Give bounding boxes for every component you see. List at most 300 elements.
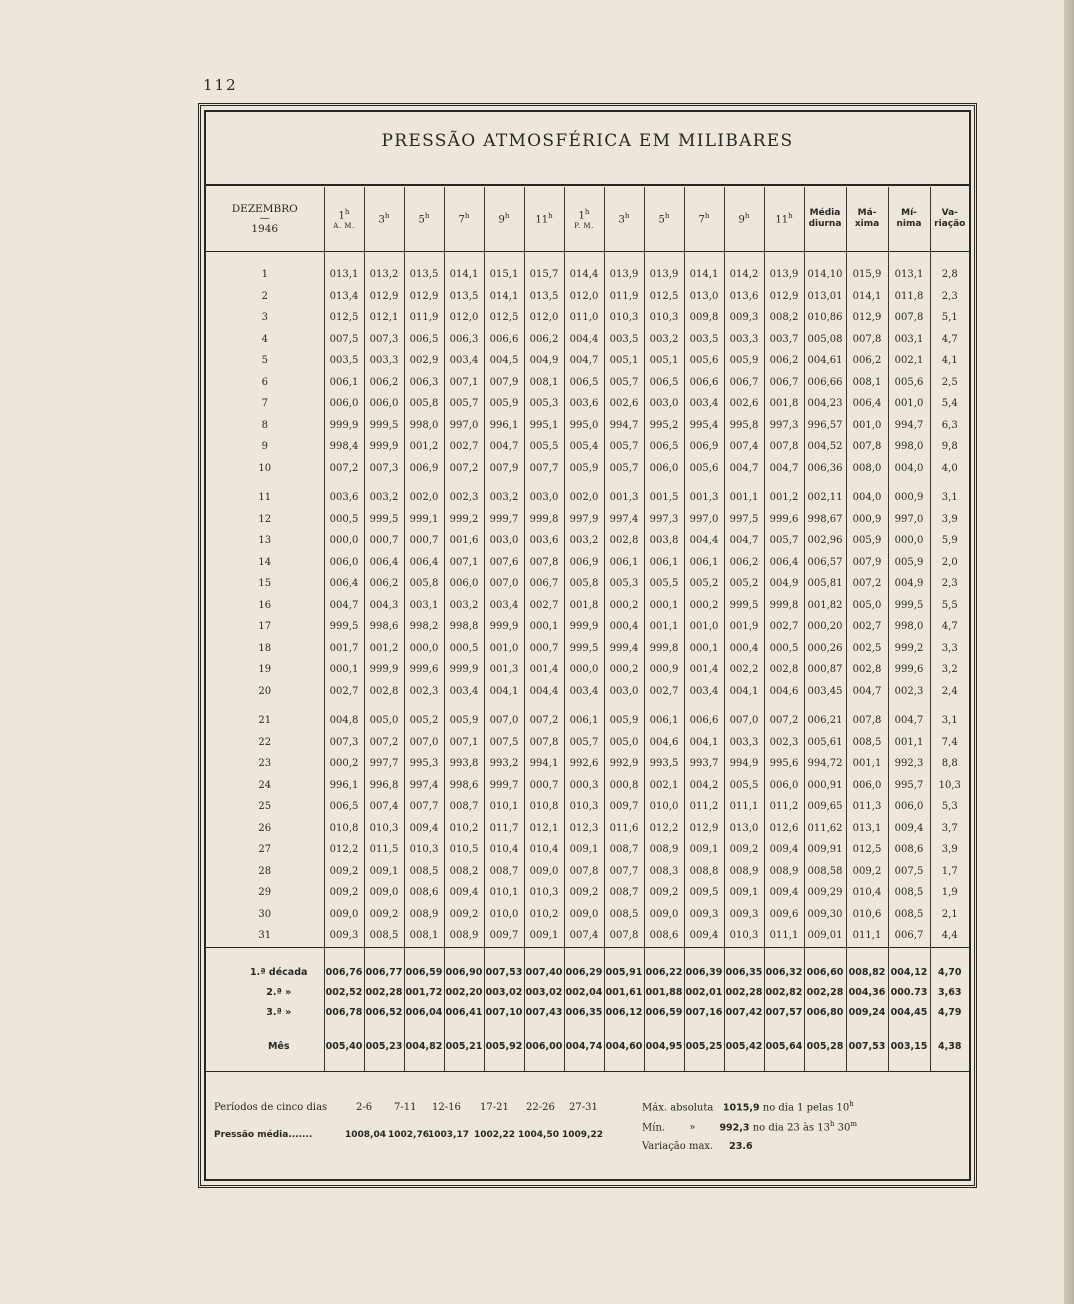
spacer-cell xyxy=(930,1023,969,1037)
value-cell: 009,4 xyxy=(684,925,724,947)
value-cell: 009,4 xyxy=(888,818,930,840)
row-label-cell: 20 xyxy=(206,681,324,703)
value-cell: 002,8 xyxy=(764,659,804,681)
value-cell: 4,7 xyxy=(930,616,969,638)
value-cell: 009,1 xyxy=(364,861,404,883)
spacer-cell xyxy=(764,1057,804,1072)
value-cell: 4,70 xyxy=(930,963,969,983)
header-dash: — xyxy=(259,213,270,224)
value-cell: 008,9 xyxy=(724,861,764,883)
value-cell: 998,2 xyxy=(404,616,444,638)
value-cell: 013,0 xyxy=(684,286,724,308)
header-variacao-line2: riação xyxy=(934,219,966,229)
day-row xyxy=(206,659,969,681)
value-cell: 003,2 xyxy=(484,487,524,509)
value-cell: 012,9 xyxy=(684,818,724,840)
row-label-cell: 22 xyxy=(206,732,324,754)
value-cell: 006,6 xyxy=(484,329,524,351)
value-cell: 004,6 xyxy=(644,732,684,754)
value-cell: 006,5 xyxy=(324,796,364,818)
value-cell: 006,12 xyxy=(604,1003,644,1023)
value-cell: 004,9 xyxy=(764,573,804,595)
spacer-cell xyxy=(644,479,684,487)
value-cell: 998,0 xyxy=(888,436,930,458)
value-cell: 996,57 xyxy=(804,415,846,437)
value-cell: 005,23 xyxy=(364,1037,404,1057)
value-cell: 006,3 xyxy=(404,372,444,394)
header-hour-7 xyxy=(564,187,604,252)
decade-gap-row xyxy=(206,479,969,487)
value-cell: 002,96 xyxy=(804,530,846,552)
header-hour-sup: h xyxy=(584,208,590,217)
header-hour-sup: h xyxy=(788,212,793,221)
value-cell: 002,28 xyxy=(724,983,764,1003)
spacer-cell xyxy=(324,252,364,265)
value-cell: 012,2 xyxy=(644,818,684,840)
spacer-cell xyxy=(444,702,484,710)
value-cell: 003,02 xyxy=(524,983,564,1003)
value-cell: 003,1 xyxy=(404,595,444,617)
spacer-cell xyxy=(564,252,604,265)
header-hour-1 xyxy=(324,187,364,252)
value-cell: 006,0 xyxy=(846,775,888,797)
value-cell: 011,62 xyxy=(804,818,846,840)
value-cell: 005,6 xyxy=(888,372,930,394)
value-cell: 000,4 xyxy=(724,638,764,660)
header-hour-sup: h xyxy=(424,212,430,221)
value-cell: 001,0 xyxy=(684,616,724,638)
day-row xyxy=(206,286,969,308)
value-cell: 993,2 xyxy=(484,753,524,775)
value-cell: 005,0 xyxy=(364,710,404,732)
value-cell: 011,8 xyxy=(888,286,930,308)
value-cell: 006,4 xyxy=(364,552,404,574)
day-row xyxy=(206,509,969,531)
row-label-cell: 24 xyxy=(206,775,324,797)
value-cell: 992,6 xyxy=(564,753,604,775)
header-media-line1: Média xyxy=(809,208,841,218)
value-cell: 006,4 xyxy=(404,552,444,574)
value-cell: 013,5 xyxy=(524,286,564,308)
value-cell: 003,4 xyxy=(444,681,484,703)
spacer-cell xyxy=(444,947,484,963)
value-cell: 010,1 xyxy=(484,796,524,818)
value-cell: 005,6 xyxy=(684,350,724,372)
header-minima-line1: Mí- xyxy=(901,208,917,218)
header-hour-11 xyxy=(724,187,764,252)
day-row xyxy=(206,681,969,703)
value-cell: 995,1 xyxy=(524,415,564,437)
value-cell: 011,3 xyxy=(846,796,888,818)
value-cell: 007,53 xyxy=(846,1037,888,1057)
value-cell: 006,22 xyxy=(644,963,684,983)
spacer-cell xyxy=(724,479,764,487)
day-row xyxy=(206,329,969,351)
value-cell: 2,3 xyxy=(930,286,969,308)
value-cell: 005,7 xyxy=(604,458,644,480)
value-cell: 005,2 xyxy=(684,573,724,595)
value-cell: 001,8 xyxy=(764,393,804,415)
header-hour-sub: A. M. xyxy=(333,221,355,230)
header-maxima-label xyxy=(847,208,888,230)
value-cell: 008,5 xyxy=(846,732,888,754)
value-cell: 994,7 xyxy=(604,415,644,437)
value-cell: 003,2 xyxy=(364,487,404,509)
row-label-cell: 2 xyxy=(206,286,324,308)
value-cell: 008,58 xyxy=(804,861,846,883)
spacer-cell xyxy=(324,1057,364,1072)
decade-summary-row xyxy=(206,983,969,1003)
month-summary-row xyxy=(206,1037,969,1057)
value-cell: 010,3 xyxy=(644,307,684,329)
period-label: 2-6 xyxy=(356,1102,373,1113)
spacer-cell xyxy=(804,702,846,710)
value-cell: 001,3 xyxy=(604,487,644,509)
value-cell: 006,7 xyxy=(524,573,564,595)
value-cell: 006,7 xyxy=(764,372,804,394)
value-cell: 000,0 xyxy=(888,530,930,552)
period-label: 27-31 xyxy=(569,1102,598,1113)
value-cell: 993,5 xyxy=(644,753,684,775)
value-cell: 999,6 xyxy=(764,509,804,531)
header-hour-12 xyxy=(764,187,804,252)
row-label-cell: 23 xyxy=(206,753,324,775)
value-cell: 005,8 xyxy=(564,573,604,595)
day-row xyxy=(206,882,969,904)
value-cell: 002,1 xyxy=(644,775,684,797)
value-cell: 002,01 xyxy=(684,983,724,1003)
spacer-cell xyxy=(524,1023,564,1037)
spacer-cell xyxy=(724,702,764,710)
value-cell: 005,6 xyxy=(684,458,724,480)
row-label-cell: Mês xyxy=(206,1037,324,1057)
header-hour-sup: h xyxy=(664,212,670,221)
spacer-cell xyxy=(644,1023,684,1037)
value-cell: 999,2 xyxy=(888,638,930,660)
summary-separator-row xyxy=(206,947,969,963)
header-hour-sup: h xyxy=(624,212,630,221)
value-cell: 002,6 xyxy=(724,393,764,415)
value-cell: 3,1 xyxy=(930,710,969,732)
value-cell: 013,9 xyxy=(604,264,644,286)
value-cell: 000,0 xyxy=(404,638,444,660)
spacer-cell xyxy=(206,702,324,710)
value-cell: 994,9 xyxy=(724,753,764,775)
value-cell: 006,5 xyxy=(644,372,684,394)
value-cell: 999,9 xyxy=(364,436,404,458)
spacer-cell xyxy=(930,252,969,265)
row-label-cell: 2.ª » xyxy=(206,983,324,1003)
value-cell: 2,8 xyxy=(930,264,969,286)
header-hour-num: 9 xyxy=(738,214,745,226)
spacer-cell xyxy=(484,1023,524,1037)
value-cell: 000,91 xyxy=(804,775,846,797)
value-cell: 004,74 xyxy=(564,1037,604,1057)
value-cell: 006,60 xyxy=(804,963,846,983)
value-cell: 009,1 xyxy=(724,882,764,904)
row-label-cell: 15 xyxy=(206,573,324,595)
value-cell: 006,7 xyxy=(888,925,930,947)
value-cell: 009,4 xyxy=(444,882,484,904)
header-hour-num: 11 xyxy=(535,214,549,226)
value-cell: 007,7 xyxy=(604,861,644,883)
value-cell: 005,7 xyxy=(604,372,644,394)
page-edge xyxy=(1064,0,1074,1304)
value-cell: 006,2 xyxy=(364,573,404,595)
value-cell: 012,5 xyxy=(846,839,888,861)
value-cell: 9,8 xyxy=(930,436,969,458)
value-cell: 001,5 xyxy=(644,487,684,509)
spacer-cell xyxy=(604,702,644,710)
value-cell: 009,8 xyxy=(684,307,724,329)
value-cell: 001,2 xyxy=(364,638,404,660)
value-cell: 005,9 xyxy=(484,393,524,415)
value-cell: 006,0 xyxy=(444,573,484,595)
value-cell: 004,9 xyxy=(888,573,930,595)
value-cell: 005,0 xyxy=(604,732,644,754)
header-month: DEZEMBRO xyxy=(231,203,298,215)
value-cell: 012,9 xyxy=(846,307,888,329)
spacer-cell xyxy=(404,1057,444,1072)
value-cell: 006,1 xyxy=(644,710,684,732)
value-cell: 001,1 xyxy=(888,732,930,754)
value-cell: 001,3 xyxy=(684,487,724,509)
header-variacao xyxy=(930,187,969,252)
value-cell: 009,1 xyxy=(684,839,724,861)
value-cell: 006,3 xyxy=(444,329,484,351)
value-cell: 005,0 xyxy=(846,595,888,617)
value-cell: 002,04 xyxy=(564,983,604,1003)
day-row xyxy=(206,925,969,947)
value-cell: 001,88 xyxy=(644,983,684,1003)
value-cell: 004,1 xyxy=(484,681,524,703)
header-hour-num: 5 xyxy=(418,214,425,226)
value-cell: 014,10 xyxy=(804,264,846,286)
spacer-cell xyxy=(524,479,564,487)
value-cell: 003,2 xyxy=(444,595,484,617)
header-hour-num: 5 xyxy=(658,214,665,226)
header-media xyxy=(804,187,846,252)
value-cell: 003,8 xyxy=(644,530,684,552)
day-row xyxy=(206,372,969,394)
value-cell: 004,7 xyxy=(484,436,524,458)
period-label: 22-26 xyxy=(526,1102,555,1113)
month-gap-row xyxy=(206,1023,969,1037)
row-label-cell: 1 xyxy=(206,264,324,286)
value-cell: 007,42 xyxy=(724,1003,764,1023)
value-cell: 003,4 xyxy=(564,681,604,703)
header-media-line2: diurna xyxy=(808,219,842,229)
value-cell: 008,0 xyxy=(846,458,888,480)
spacer-cell xyxy=(724,1057,764,1072)
value-cell: 007,7 xyxy=(524,458,564,480)
value-cell: 004,2 xyxy=(684,775,724,797)
header-minima-label xyxy=(889,208,930,230)
value-cell: 006,35 xyxy=(564,1003,604,1023)
value-cell: 001,61 xyxy=(604,983,644,1003)
value-cell: 005,92 xyxy=(484,1037,524,1057)
value-cell: 997,0 xyxy=(888,509,930,531)
value-cell: 006,0 xyxy=(324,393,364,415)
value-cell: 001,9 xyxy=(724,616,764,638)
value-cell: 1,7 xyxy=(930,861,969,883)
header-hour-label xyxy=(485,212,524,225)
value-cell: 010,4 xyxy=(524,839,564,861)
value-cell: 008,2 xyxy=(764,307,804,329)
value-cell: 999,7 xyxy=(484,775,524,797)
value-cell: 008,5 xyxy=(604,904,644,926)
day-row xyxy=(206,638,969,660)
value-cell: 005,7 xyxy=(604,436,644,458)
spacer-cell xyxy=(484,947,524,963)
value-cell: 004,7 xyxy=(764,458,804,480)
min-absolute xyxy=(642,1120,857,1133)
spacer-cell xyxy=(364,1023,404,1037)
value-cell: 007,8 xyxy=(846,436,888,458)
row-label-cell: 4 xyxy=(206,329,324,351)
value-cell: 000,9 xyxy=(846,509,888,531)
value-cell: 000,8 xyxy=(604,775,644,797)
decade-gap-row xyxy=(206,702,969,710)
spacer-cell xyxy=(930,702,969,710)
value-cell: 002,7 xyxy=(846,616,888,638)
min-text2: 30 xyxy=(834,1122,851,1134)
value-cell: 999,8 xyxy=(644,638,684,660)
value-cell: 007,4 xyxy=(564,925,604,947)
spacer-cell xyxy=(364,252,404,265)
value-cell: 000,4 xyxy=(604,616,644,638)
value-cell: 014,1 xyxy=(484,286,524,308)
value-cell: 995,6 xyxy=(764,753,804,775)
value-cell: 014,4 xyxy=(564,264,604,286)
value-cell: 008,9 xyxy=(644,839,684,861)
period-mean-value: 1008,04 xyxy=(345,1130,386,1140)
value-cell: 006,6 xyxy=(684,372,724,394)
value-cell: 004,36 xyxy=(846,983,888,1003)
value-cell: 005,5 xyxy=(724,775,764,797)
value-cell: 007,3 xyxy=(364,329,404,351)
row-label-cell: 5 xyxy=(206,350,324,372)
value-cell: 006,4 xyxy=(846,393,888,415)
value-cell: 000,87 xyxy=(804,659,846,681)
value-cell: 002,7 xyxy=(644,681,684,703)
value-cell: 006,1 xyxy=(684,552,724,574)
period-label: 17-21 xyxy=(480,1102,509,1113)
day-row xyxy=(206,616,969,638)
day-row xyxy=(206,350,969,372)
value-cell: 4,7 xyxy=(930,329,969,351)
value-cell: 003,6 xyxy=(564,393,604,415)
header-hour-label xyxy=(605,212,644,225)
header-hour-label xyxy=(365,212,404,225)
value-cell: 005,61 xyxy=(804,732,846,754)
value-cell: 004,4 xyxy=(564,329,604,351)
header-hour-num: 7 xyxy=(458,214,465,226)
value-cell: 000,0 xyxy=(564,659,604,681)
value-cell: 002,8 xyxy=(846,659,888,681)
header-hour-sup: h xyxy=(464,212,470,221)
value-cell: 003,3 xyxy=(724,732,764,754)
value-cell: 5,9 xyxy=(930,530,969,552)
value-cell: 009,65 xyxy=(804,796,846,818)
value-cell: 010,3 xyxy=(364,818,404,840)
value-cell: 010,4 xyxy=(484,839,524,861)
value-cell: 009,0 xyxy=(324,904,364,926)
value-cell: 002,2 xyxy=(724,659,764,681)
value-cell: 007,57 xyxy=(764,1003,804,1023)
value-cell: 006,66 xyxy=(804,372,846,394)
header-hour-sup: h xyxy=(504,212,510,221)
value-cell: 010,0 xyxy=(644,796,684,818)
spacer-cell xyxy=(846,702,888,710)
header-variacao-label xyxy=(931,208,970,230)
value-cell: 993,8 xyxy=(444,753,484,775)
value-cell: 006,2 xyxy=(724,552,764,574)
spacer-cell xyxy=(364,702,404,710)
value-cell: 000.73 xyxy=(888,983,930,1003)
value-cell: 3,2 xyxy=(930,659,969,681)
value-cell: 002,7 xyxy=(764,616,804,638)
header-hour-sup: h xyxy=(744,212,750,221)
row-label-cell: 28 xyxy=(206,861,324,883)
value-cell: 004,52 xyxy=(804,436,846,458)
day-row xyxy=(206,530,969,552)
value-cell: 007,9 xyxy=(484,458,524,480)
spacer-cell xyxy=(524,947,564,963)
value-cell: 009,1 xyxy=(564,839,604,861)
spacer-cell xyxy=(888,479,930,487)
value-cell: 007,8 xyxy=(764,436,804,458)
row-label-cell: 27 xyxy=(206,839,324,861)
value-cell: 006,5 xyxy=(564,372,604,394)
value-cell: 999,1 xyxy=(404,509,444,531)
value-cell: 2,4 xyxy=(930,681,969,703)
value-cell: 004,8 xyxy=(324,710,364,732)
value-cell: 006,2 xyxy=(364,372,404,394)
header-hour-num: 7 xyxy=(698,214,705,226)
period-mean-value: 1003,17 xyxy=(428,1130,469,1140)
row-label-cell: 26 xyxy=(206,818,324,840)
value-cell: 012,1 xyxy=(364,307,404,329)
value-cell: 009,3 xyxy=(684,904,724,926)
value-cell: 006,6 xyxy=(684,710,724,732)
value-cell: 000,20 xyxy=(804,616,846,638)
spacer-cell xyxy=(524,1057,564,1072)
value-cell: 008,7 xyxy=(484,861,524,883)
spacer-cell xyxy=(404,479,444,487)
value-cell: 001,7 xyxy=(324,638,364,660)
value-cell: 3,9 xyxy=(930,839,969,861)
value-cell: 006,9 xyxy=(684,436,724,458)
value-cell: 000,0 xyxy=(324,530,364,552)
value-cell: 996,1 xyxy=(324,775,364,797)
spacer-cell xyxy=(846,947,888,963)
value-cell: 002,8 xyxy=(364,681,404,703)
spacer-cell xyxy=(484,702,524,710)
value-cell: 011,1 xyxy=(724,796,764,818)
value-cell: 001,3 xyxy=(484,659,524,681)
spacer-cell xyxy=(724,1023,764,1037)
value-cell: 006,1 xyxy=(604,552,644,574)
value-cell: 008,6 xyxy=(888,839,930,861)
value-cell: 003,6 xyxy=(324,487,364,509)
header-hour-label xyxy=(765,212,804,225)
value-cell: 006,90 xyxy=(444,963,484,983)
header-row xyxy=(206,187,969,252)
day-row xyxy=(206,861,969,883)
day-row xyxy=(206,307,969,329)
spacer-cell xyxy=(364,1057,404,1072)
